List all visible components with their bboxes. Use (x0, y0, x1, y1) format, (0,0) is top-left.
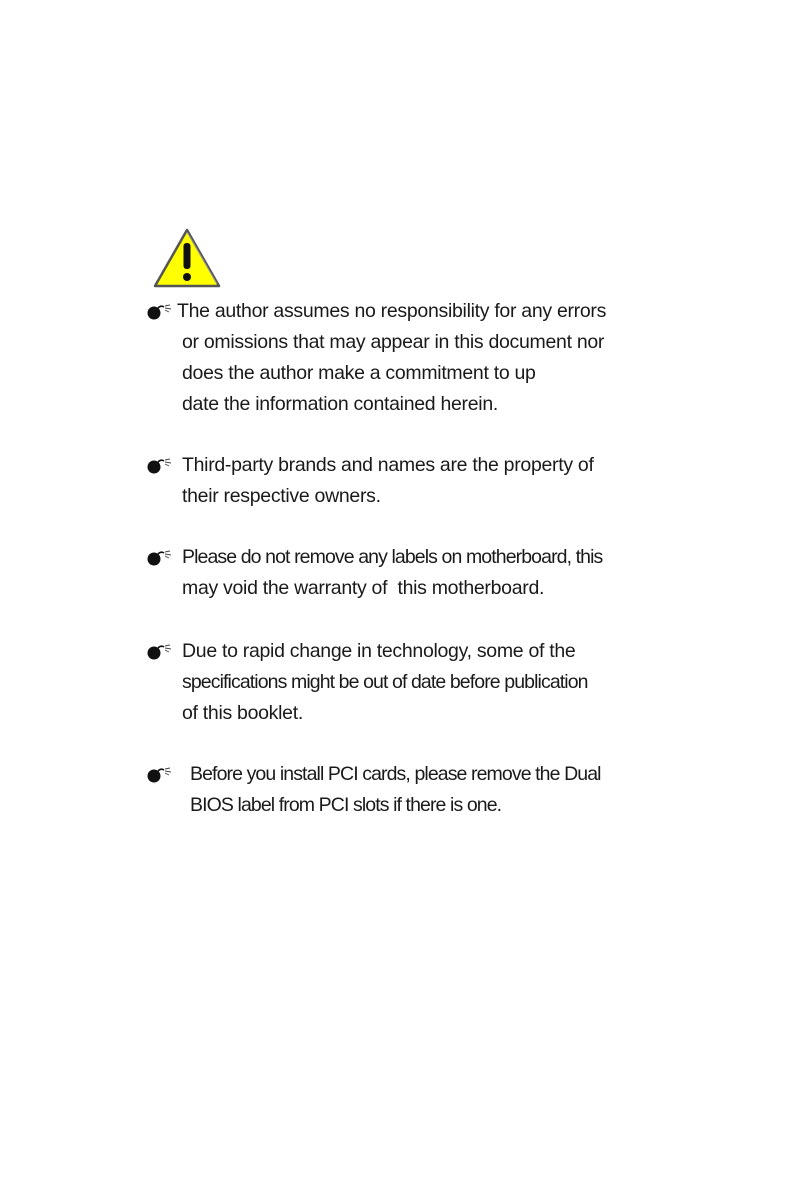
notice-item (146, 542, 786, 604)
notice-item (146, 296, 786, 420)
notice-line: may void the warranty of this motherboard. (182, 577, 545, 599)
notice-item (146, 759, 786, 821)
bomb-icon (146, 767, 176, 783)
bomb-icon (146, 644, 176, 660)
notice-line: or omissions that may appear in this document nor (182, 331, 605, 353)
notice-line: Third-party brands and names are the property of (182, 454, 594, 476)
notice-line: BIOS label from PCI slots if there is one. (190, 794, 502, 816)
warning-triangle-icon (151, 226, 223, 290)
bomb-icon (146, 458, 176, 474)
bomb-icon (146, 304, 176, 320)
notice-line: specifications might be out of date before publication (182, 671, 588, 693)
notice-line: date the information contained herein. (182, 393, 498, 415)
notice-line: Please do not remove any labels on motherboard, this (182, 546, 603, 568)
notice-line: of this booklet. (182, 702, 303, 724)
notice-item (146, 450, 786, 512)
notice-line: does the author make a commitment to up (182, 362, 536, 384)
notice-line: their respective owners. (182, 485, 381, 507)
notice-item (146, 636, 786, 729)
notice-line: Due to rapid change in technology, some of the (182, 640, 576, 662)
bomb-icon (146, 550, 176, 566)
notice-line: The author assumes no responsibility for any errors (177, 300, 607, 322)
notice-line: Before you install PCI cards, please remove the Dual (190, 763, 601, 785)
